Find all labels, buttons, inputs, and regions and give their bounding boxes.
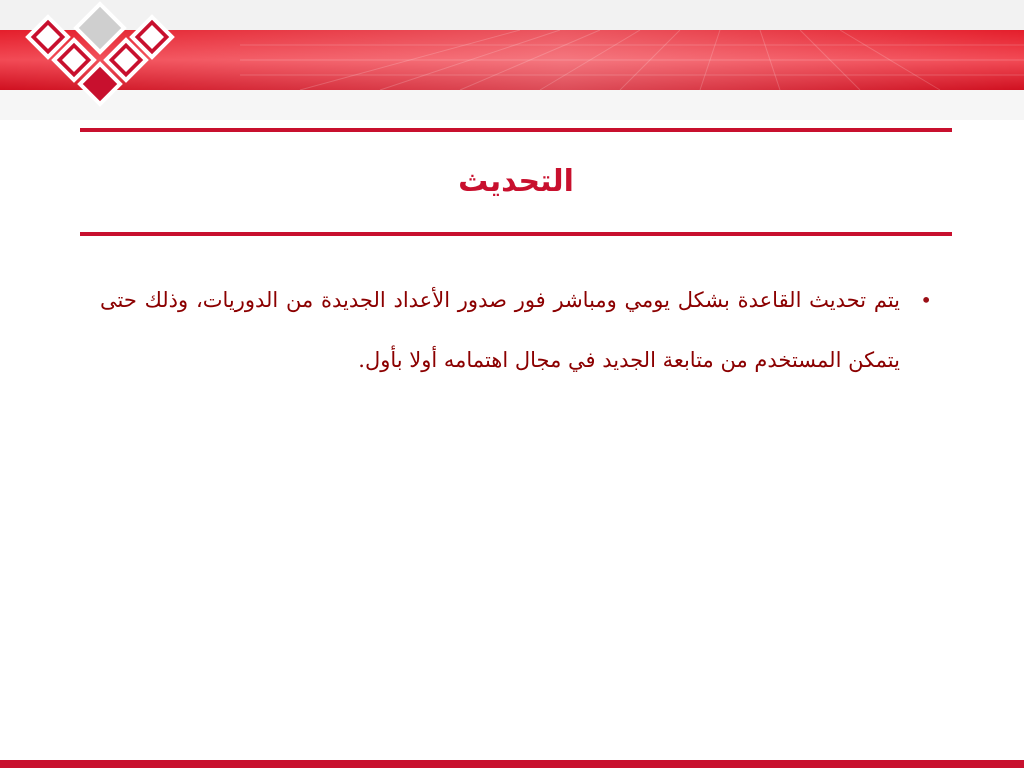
title-top-rule [80, 128, 952, 132]
title-bottom-rule [80, 232, 952, 236]
bullet-item [100, 270, 940, 390]
slide-title: التحديث [458, 164, 574, 199]
footer-bar [0, 760, 1024, 768]
bullet-list [100, 270, 940, 390]
header-banner [0, 0, 1024, 120]
slide-body [100, 270, 940, 390]
diamond-logo-icon [0, 0, 200, 120]
bullet-text: يتم تحديث القاعدة بشكل يومي ومباشر فور صدور الأعداد الجديدة من الدوريات، وذلك حتى يتمكن المستخدم من متابعة الجديد في مجال اهتمامه أولا بأول. [100, 288, 900, 372]
bullet-icon: • [920, 288, 932, 312]
